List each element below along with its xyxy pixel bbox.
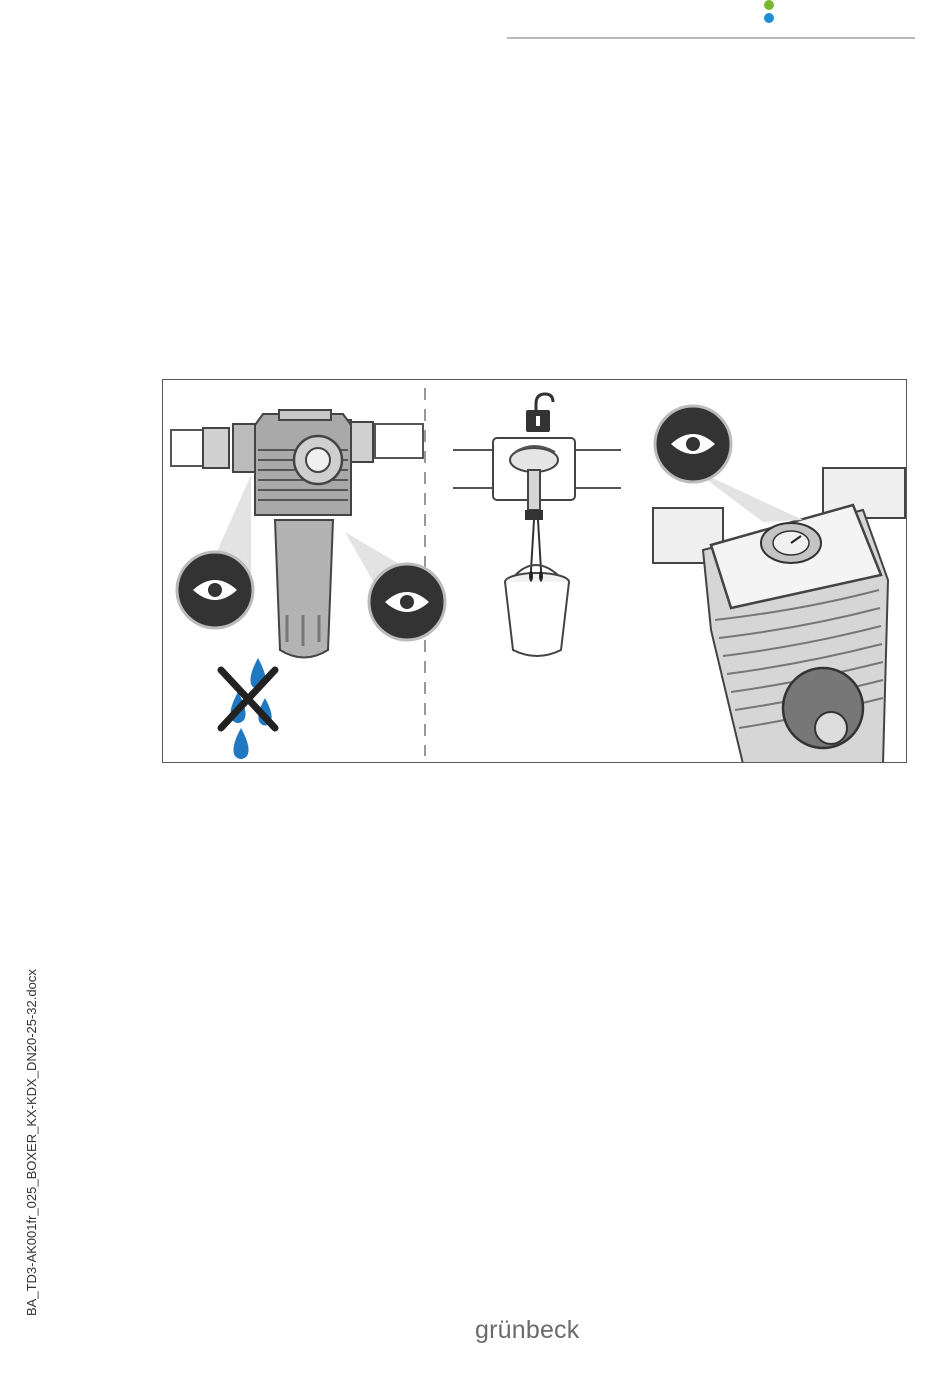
eye-icon bbox=[369, 564, 445, 640]
blue-dot bbox=[764, 13, 774, 23]
no-water-drops-icon bbox=[221, 658, 275, 759]
brand-dots bbox=[763, 0, 775, 26]
pressure-gauge-icon bbox=[761, 523, 821, 563]
eye-icon bbox=[177, 552, 253, 628]
bucket-icon bbox=[505, 565, 569, 656]
header-rule bbox=[507, 37, 915, 39]
document-file-name: BA_TD3-AK001fr_025_BOXER_KX-KDX_DN20-25-32.docx bbox=[24, 969, 39, 1316]
eye-icon bbox=[655, 406, 731, 482]
drain-valve-icon bbox=[453, 438, 621, 570]
green-dot bbox=[764, 0, 774, 10]
unlocked-padlock-icon bbox=[526, 394, 553, 432]
instruction-illustration bbox=[163, 380, 907, 763]
brand-logo: grünbeck bbox=[475, 1316, 580, 1344]
instruction-figure bbox=[162, 379, 907, 763]
